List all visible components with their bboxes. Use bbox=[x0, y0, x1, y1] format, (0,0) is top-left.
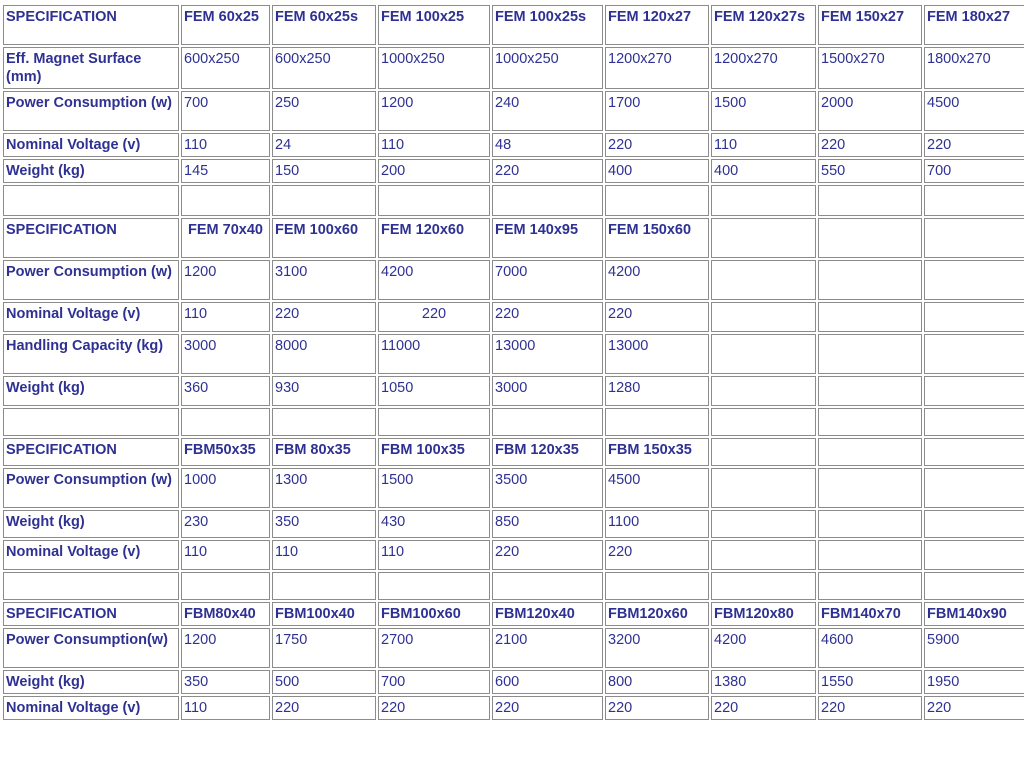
spec-cell: 8000 bbox=[272, 334, 376, 374]
spec-cell: 13000 bbox=[492, 334, 603, 374]
empty-cell bbox=[378, 185, 490, 216]
spec-cell: 400 bbox=[711, 159, 816, 183]
spec-cell: 3200 bbox=[605, 628, 709, 668]
empty-cell bbox=[818, 408, 922, 436]
spec-cell bbox=[924, 468, 1024, 508]
spec-cell bbox=[711, 376, 816, 406]
spec-cell: 1280 bbox=[605, 376, 709, 406]
empty-cell bbox=[378, 408, 490, 436]
spec-cell: 2100 bbox=[492, 628, 603, 668]
empty-cell bbox=[492, 408, 603, 436]
spec-header-model: FBM100x60 bbox=[378, 602, 490, 626]
spec-header-model: FEM 120x60 bbox=[378, 218, 490, 258]
spec-row bbox=[3, 133, 1024, 157]
spec-cell: 2000 bbox=[818, 91, 922, 131]
spec-header-model: FEM 100x25s bbox=[492, 5, 603, 45]
spec-row-label: Eff. Magnet Surface (mm) bbox=[3, 47, 179, 89]
spec-row-label: Weight (kg) bbox=[3, 510, 179, 538]
spec-cell: 13000 bbox=[605, 334, 709, 374]
spec-cell: 220 bbox=[492, 696, 603, 720]
spec-cell: 3000 bbox=[492, 376, 603, 406]
spec-cell: 1000x250 bbox=[492, 47, 603, 89]
spec-cell: 200 bbox=[378, 159, 490, 183]
spec-cell bbox=[924, 260, 1024, 300]
spec-header-model: FBM120x80 bbox=[711, 602, 816, 626]
spec-cell bbox=[924, 510, 1024, 538]
spec-header-model: FEM 150x60 bbox=[605, 218, 709, 258]
spec-header-model bbox=[711, 218, 816, 258]
spec-row-label: Handling Capacity (kg) bbox=[3, 334, 179, 374]
spec-cell: 4200 bbox=[711, 628, 816, 668]
spec-cell: 1500x270 bbox=[818, 47, 922, 89]
spec-cell bbox=[818, 260, 922, 300]
empty-cell bbox=[181, 572, 270, 600]
spec-header-row bbox=[3, 438, 1024, 466]
spec-cell: 1000x250 bbox=[378, 47, 490, 89]
spec-row bbox=[3, 628, 1024, 668]
spec-row bbox=[3, 302, 1024, 332]
spec-cell: 600x250 bbox=[272, 47, 376, 89]
spec-row bbox=[3, 334, 1024, 374]
spec-cell: 600 bbox=[492, 670, 603, 694]
empty-cell bbox=[272, 572, 376, 600]
spec-cell: 3000 bbox=[181, 334, 270, 374]
empty-cell bbox=[711, 572, 816, 600]
spec-cell: 930 bbox=[272, 376, 376, 406]
spec-cell bbox=[818, 302, 922, 332]
spec-cell: 360 bbox=[181, 376, 270, 406]
spec-cell: 4500 bbox=[605, 468, 709, 508]
spec-cell: 500 bbox=[272, 670, 376, 694]
spec-header-model: FEM 180x27 bbox=[924, 5, 1024, 45]
empty-cell bbox=[924, 185, 1024, 216]
spec-cell: 700 bbox=[181, 91, 270, 131]
spec-cell: 1050 bbox=[378, 376, 490, 406]
spec-cell bbox=[924, 334, 1024, 374]
spec-header-label: SPECIFICATION bbox=[3, 602, 179, 626]
spec-cell: 220 bbox=[818, 133, 922, 157]
spacer-row bbox=[3, 408, 1024, 436]
spec-row-label: Nominal Voltage (v) bbox=[3, 696, 179, 720]
empty-cell bbox=[272, 408, 376, 436]
spec-cell: 800 bbox=[605, 670, 709, 694]
spec-cell: 220 bbox=[818, 696, 922, 720]
spec-cell bbox=[818, 334, 922, 374]
spec-cell: 110 bbox=[181, 540, 270, 570]
spec-header-label: SPECIFICATION bbox=[3, 438, 179, 466]
spec-cell: 250 bbox=[272, 91, 376, 131]
spec-header-model: FBM 150x35 bbox=[605, 438, 709, 466]
spec-cell: 350 bbox=[181, 670, 270, 694]
empty-cell bbox=[272, 185, 376, 216]
spec-cell: 1000 bbox=[181, 468, 270, 508]
empty-cell bbox=[605, 408, 709, 436]
empty-cell bbox=[378, 572, 490, 600]
spec-header-model: FEM 150x27 bbox=[818, 5, 922, 45]
empty-cell bbox=[3, 408, 179, 436]
spec-header-model: FBM100x40 bbox=[272, 602, 376, 626]
spec-cell: 48 bbox=[492, 133, 603, 157]
spec-header-model bbox=[818, 438, 922, 466]
spec-row bbox=[3, 540, 1024, 570]
spec-cell: 110 bbox=[181, 696, 270, 720]
spec-cell: 1700 bbox=[605, 91, 709, 131]
spec-cell bbox=[711, 468, 816, 508]
spec-header-model: FEM 60x25 bbox=[181, 5, 270, 45]
spec-header-model: FBM 80x35 bbox=[272, 438, 376, 466]
spec-cell: 220 bbox=[924, 696, 1024, 720]
empty-cell bbox=[818, 185, 922, 216]
spec-cell: 220 bbox=[378, 302, 490, 332]
spec-cell: 700 bbox=[924, 159, 1024, 183]
spec-cell: 220 bbox=[272, 696, 376, 720]
spec-cell: 3100 bbox=[272, 260, 376, 300]
spec-row bbox=[3, 47, 1024, 89]
empty-cell bbox=[492, 185, 603, 216]
spec-header-model bbox=[924, 218, 1024, 258]
spec-cell: 220 bbox=[924, 133, 1024, 157]
spec-row bbox=[3, 376, 1024, 406]
spec-cell: 1500 bbox=[711, 91, 816, 131]
empty-cell bbox=[181, 185, 270, 216]
spec-cell bbox=[818, 376, 922, 406]
spec-cell: 430 bbox=[378, 510, 490, 538]
spec-cell: 220 bbox=[711, 696, 816, 720]
spec-cell: 2700 bbox=[378, 628, 490, 668]
spec-cell: 1200 bbox=[181, 628, 270, 668]
empty-cell bbox=[818, 572, 922, 600]
spec-cell: 4500 bbox=[924, 91, 1024, 131]
empty-cell bbox=[605, 572, 709, 600]
spec-cell: 110 bbox=[181, 302, 270, 332]
spec-header-model: FBM50x35 bbox=[181, 438, 270, 466]
empty-cell bbox=[924, 572, 1024, 600]
spec-cell: 220 bbox=[492, 302, 603, 332]
spacer-row bbox=[3, 185, 1024, 216]
spec-cell: 1380 bbox=[711, 670, 816, 694]
spec-cell bbox=[711, 334, 816, 374]
spec-header-model: FEM 100x25 bbox=[378, 5, 490, 45]
spec-cell bbox=[924, 540, 1024, 570]
spec-cell: 850 bbox=[492, 510, 603, 538]
spec-table bbox=[1, 3, 1024, 722]
spec-cell: 110 bbox=[181, 133, 270, 157]
spec-row bbox=[3, 159, 1024, 183]
spec-row bbox=[3, 510, 1024, 538]
spec-row bbox=[3, 696, 1024, 720]
empty-cell bbox=[181, 408, 270, 436]
spec-header-row bbox=[3, 5, 1024, 45]
spec-cell: 220 bbox=[605, 302, 709, 332]
spec-cell: 4600 bbox=[818, 628, 922, 668]
spec-cell bbox=[711, 510, 816, 538]
spec-cell: 24 bbox=[272, 133, 376, 157]
empty-cell bbox=[924, 408, 1024, 436]
spec-cell bbox=[924, 376, 1024, 406]
spec-header-model bbox=[924, 438, 1024, 466]
spacer-row bbox=[3, 572, 1024, 600]
spec-cell: 145 bbox=[181, 159, 270, 183]
spec-header-model: FBM 120x35 bbox=[492, 438, 603, 466]
spec-cell: 110 bbox=[711, 133, 816, 157]
spec-header-model: FBM80x40 bbox=[181, 602, 270, 626]
spec-row bbox=[3, 670, 1024, 694]
spec-cell bbox=[711, 540, 816, 570]
spec-cell: 1200 bbox=[378, 91, 490, 131]
spec-row bbox=[3, 91, 1024, 131]
spec-cell: 220 bbox=[605, 696, 709, 720]
spec-row bbox=[3, 468, 1024, 508]
spec-header-model: FEM 120x27 bbox=[605, 5, 709, 45]
spec-cell: 11000 bbox=[378, 334, 490, 374]
spec-cell: 220 bbox=[272, 302, 376, 332]
spec-cell: 1750 bbox=[272, 628, 376, 668]
spec-cell: 7000 bbox=[492, 260, 603, 300]
empty-cell bbox=[3, 185, 179, 216]
spec-cell: 1100 bbox=[605, 510, 709, 538]
spec-cell: 1500 bbox=[378, 468, 490, 508]
spec-cell: 110 bbox=[272, 540, 376, 570]
spec-row-label: Power Consumption (w) bbox=[3, 91, 179, 131]
spec-row-label: Nominal Voltage (v) bbox=[3, 133, 179, 157]
spec-row bbox=[3, 260, 1024, 300]
spec-cell: 4200 bbox=[378, 260, 490, 300]
spec-cell: 220 bbox=[605, 540, 709, 570]
spec-row-label: Nominal Voltage (v) bbox=[3, 540, 179, 570]
spec-header-model: FEM 60x25s bbox=[272, 5, 376, 45]
spec-cell: 220 bbox=[492, 540, 603, 570]
empty-cell bbox=[711, 408, 816, 436]
spec-cell: 700 bbox=[378, 670, 490, 694]
spec-cell bbox=[711, 302, 816, 332]
spec-row-label: Power Consumption (w) bbox=[3, 260, 179, 300]
spec-cell: 5900 bbox=[924, 628, 1024, 668]
spec-cell: 240 bbox=[492, 91, 603, 131]
spec-cell: 150 bbox=[272, 159, 376, 183]
spec-cell: 220 bbox=[492, 159, 603, 183]
spec-cell: 1200 bbox=[181, 260, 270, 300]
empty-cell bbox=[492, 572, 603, 600]
spec-header-model bbox=[711, 438, 816, 466]
spec-cell: 1550 bbox=[818, 670, 922, 694]
spec-cell: 110 bbox=[378, 133, 490, 157]
spec-header-label: SPECIFICATION bbox=[3, 218, 179, 258]
spec-cell: 350 bbox=[272, 510, 376, 538]
spec-header-model: FEM 100x60 bbox=[272, 218, 376, 258]
spec-row-label: Weight (kg) bbox=[3, 376, 179, 406]
spec-cell bbox=[818, 468, 922, 508]
spec-cell: 1200x270 bbox=[605, 47, 709, 89]
spec-cell bbox=[924, 302, 1024, 332]
spec-header-model: FBM140x70 bbox=[818, 602, 922, 626]
spec-cell: 4200 bbox=[605, 260, 709, 300]
spec-cell: 1800x270 bbox=[924, 47, 1024, 89]
spec-row-label: Nominal Voltage (v) bbox=[3, 302, 179, 332]
spec-cell: 220 bbox=[605, 133, 709, 157]
spec-header-row bbox=[3, 602, 1024, 626]
spec-header-row bbox=[3, 218, 1024, 258]
spec-header-model bbox=[818, 218, 922, 258]
spec-header-model: FEM 70x40 bbox=[181, 218, 270, 258]
spec-header-model: FBM140x90 bbox=[924, 602, 1024, 626]
spec-cell: 110 bbox=[378, 540, 490, 570]
spec-row-label: Power Consumption (w) bbox=[3, 468, 179, 508]
spec-cell: 220 bbox=[378, 696, 490, 720]
spec-row-label: Power Consumption(w) bbox=[3, 628, 179, 668]
spec-header-model: FEM 140x95 bbox=[492, 218, 603, 258]
spec-cell: 1200x270 bbox=[711, 47, 816, 89]
empty-cell bbox=[3, 572, 179, 600]
spec-row-label: Weight (kg) bbox=[3, 159, 179, 183]
spec-cell: 600x250 bbox=[181, 47, 270, 89]
spec-header-model: FBM120x60 bbox=[605, 602, 709, 626]
spec-cell: 550 bbox=[818, 159, 922, 183]
empty-cell bbox=[711, 185, 816, 216]
spec-cell: 3500 bbox=[492, 468, 603, 508]
spec-row-label: Weight (kg) bbox=[3, 670, 179, 694]
spec-cell bbox=[711, 260, 816, 300]
spec-header-model: FBM 100x35 bbox=[378, 438, 490, 466]
spec-cell: 400 bbox=[605, 159, 709, 183]
spec-cell: 1300 bbox=[272, 468, 376, 508]
spec-header-model: FEM 120x27s bbox=[711, 5, 816, 45]
spec-cell: 230 bbox=[181, 510, 270, 538]
spec-header-label: SPECIFICATION bbox=[3, 5, 179, 45]
spec-cell bbox=[818, 510, 922, 538]
spec-cell bbox=[818, 540, 922, 570]
spec-header-model: FBM120x40 bbox=[492, 602, 603, 626]
empty-cell bbox=[605, 185, 709, 216]
spec-cell: 1950 bbox=[924, 670, 1024, 694]
